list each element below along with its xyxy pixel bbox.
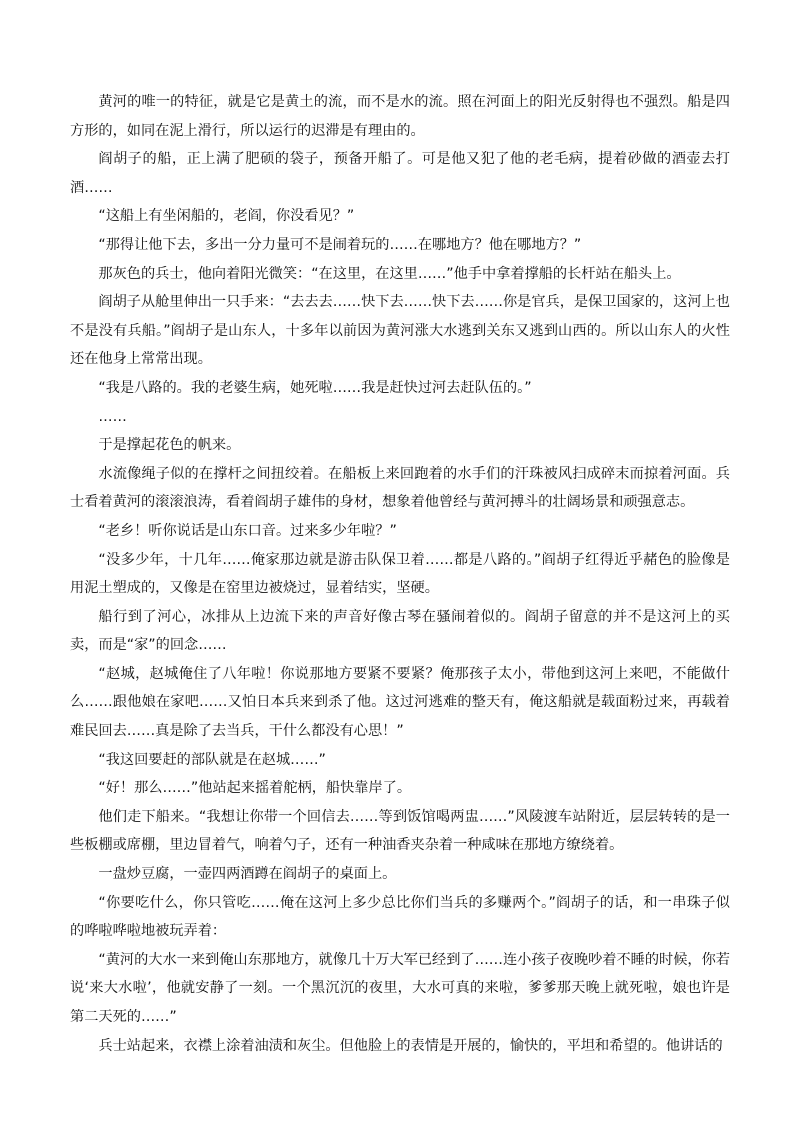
paragraph-7: “我是八路的。我的老婆生病，她死啦……我是赶快过河去赶队伍的。” [98, 379, 532, 396]
paragraph-18: 一盘炒豆腐，一壶四两酒蹲在阎胡子的桌面上。 [98, 866, 397, 883]
paragraph-19: “你要吃什么，你只管吃……俺在这河上多少总比你们当兵的多赚两个。”阎胡子的话，和一串珠子似的哗啦哗啦地被玩弄着： [70, 894, 730, 940]
paragraph-5: 那灰色的兵士，他向着阳光微笑：“在这里，在这里……”他手中拿着撑船的长杆站在船头上。 [98, 265, 681, 282]
paragraph-1: 黄河的唯一的特征，就是它是黄土的流，而不是水的流。照在河面上的阳光反射得也不强烈。船是四方形的，如同在泥上滑行，所以运行的迟滞是有理由的。 [70, 94, 730, 139]
paragraph-16: “好！那么……”他站起来摇着舵柄，船快靠岸了。 [98, 780, 412, 797]
paragraph-17: 他们走下船来。“我想让你带一个回信去……等到饭馆喝两盅……”风陵渡车站附近，层层转转的是一些板棚或席棚，里边冒着气，响着勺子，还有一种油香夹杂着一种咸味在那地方缭绕着。 [70, 808, 730, 854]
paragraph-14: “赵城，赵城俺住了八年啦！你说那地方要紧不要紧？俺那孩子太小，带他到这河上来吧，不能做什么……跟他娘在家吧……又怕日本兵来到杀了他。这过河逃难的整天有，俺这船就是载面粉过来，再载着难民回去……真是除了去当兵，干什么都没有心思！” [70, 665, 730, 740]
paragraph-20: “黄河的大水一来到俺山东那地方，就像几十万大军已经到了……连小孩子夜晚吵着不睡的时候，你若说‘来大水啦’，他就安静了一刻。一个黑沉沉的夜里，大水可真的来啦，爹爹那天晚上就死啦，娘也许是第二天死的……” [70, 951, 730, 1025]
document-body [70, 88, 730, 1060]
paragraph-8: …… [98, 408, 127, 425]
paragraph-12: “没多少年，十几年……俺家那边就是游击队保卫着……都是八路的。”阎胡子红得近乎赭色的脸像是用泥土塑成的，又像是在窑里边被烧过，显着结实，坚硬。 [70, 551, 730, 597]
paragraph-10: 水流像绳子似的在撑杆之间扭绞着。在船板上来回跑着的水手们的汗珠被风扫成碎末而掠着河面。兵士看着黄河的滚滚浪涛，看着阎胡子雄伟的身材，想象着他曾经与黄河搏斗的壮阔场景和顽强意志。 [70, 465, 730, 511]
paragraph-13: 船行到了河心，冰排从上边流下来的声音好像古琴在骚闹着似的。阎胡子留意的并不是这河上的买卖，而是“家”的回念…… [70, 608, 730, 654]
paragraph-11: “老乡！听你说话是山东口音。过来多少年啦？” [98, 522, 397, 539]
paragraph-21: 兵士站起来，衣襟上涂着油渍和灰尘。但他脸上的表情是开展的，愉快的，平坦和希望的。他讲话的 [98, 1037, 723, 1054]
paragraph-9: 于是撑起花色的帆来。 [98, 437, 241, 454]
paragraph-6: 阎胡子从舱里伸出一只手来：“去去去……快下去……快下去……你是官兵，是保卫国家的，这河上也不是没有兵船。”阎胡子是山东人，十多年以前因为黄河涨大水逃到关东又逃到山西的。所以山东人的火性还在他身上常常出现。 [70, 294, 730, 368]
paragraph-3: “这船上有坐闲船的，老阎，你没看见？” [98, 208, 355, 225]
paragraph-4: “那得让他下去，多出一分力量可不是闹着玩的……在哪地方？他在哪地方？” [98, 236, 582, 253]
paragraph-2: 阎胡子的船，正上满了肥硕的袋子，预备开船了。可是他又犯了他的老毛病，提着砂做的酒壶去打酒…… [70, 151, 730, 196]
paragraph-15: “我这回要赶的部队就是在赵城……” [98, 751, 326, 768]
